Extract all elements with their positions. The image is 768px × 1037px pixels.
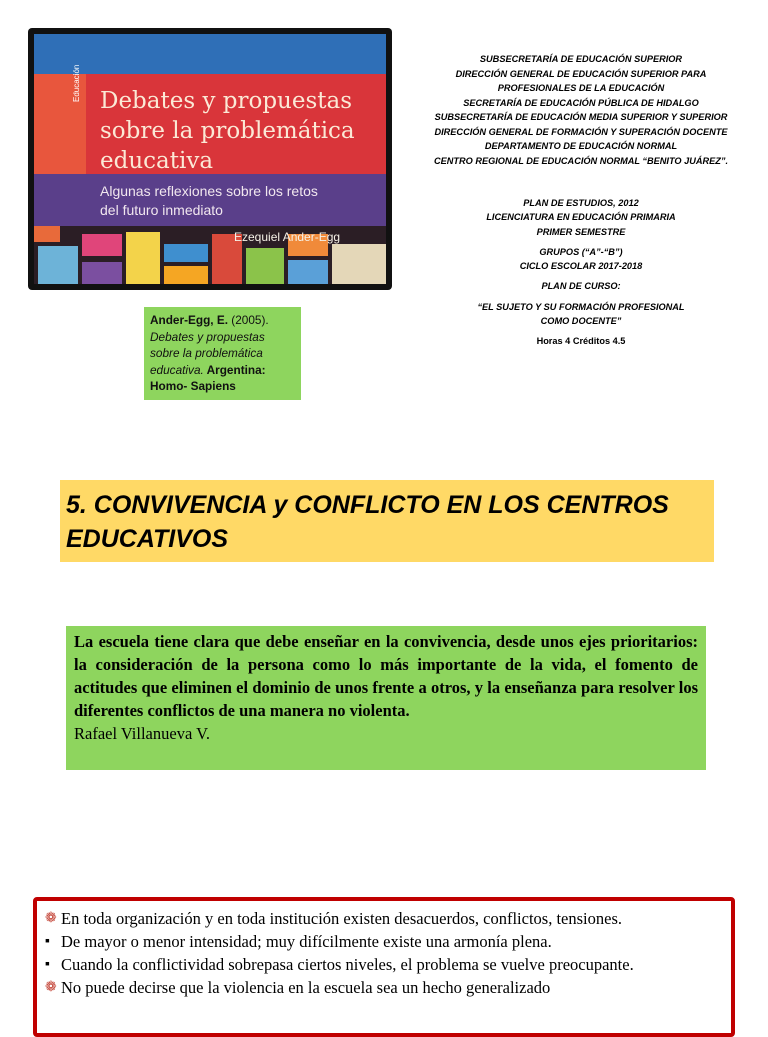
cover-spine-text: Educación <box>72 64 81 102</box>
square-bullet-icon: ▪ <box>45 957 50 972</box>
citation-author: Ander-Egg, E. <box>150 313 228 327</box>
bullet-list-box <box>33 897 735 1037</box>
flower-bullet-icon: ❁ <box>45 911 57 926</box>
header-line: SECRETARÍA DE EDUCACIÓN PÚBLICA DE HIDALGO <box>463 97 699 108</box>
citation-title: Debates y propuestas sobre la problemática educativa. <box>150 329 265 377</box>
header-line: DEPARTAMENTO DE EDUCACIÓN NORMAL <box>484 141 678 151</box>
header-line: SUBSECRETARÍA DE EDUCACIÓN SUPERIOR <box>479 54 683 64</box>
licenciatura: LICENCIATURA EN EDUCACIÓN PRIMARIA <box>486 212 676 223</box>
book-citation <box>144 307 301 400</box>
header-line: PROFESIONALES DE LA EDUCACIÓN <box>497 83 665 93</box>
list-item <box>45 907 723 930</box>
list-item <box>45 930 723 953</box>
list-item <box>45 953 723 976</box>
list-item-text: Cuando la conflictividad sobrepasa ciertos niveles, el problema se vuelve preocupante. <box>61 955 634 974</box>
cover-title <box>100 86 355 176</box>
course-name-line: “EL SUJETO Y SU FORMACIÓN PROFESIONAL <box>477 301 685 312</box>
ciclo-escolar: CICLO ESCOLAR 2017-2018 <box>519 261 643 272</box>
quote-box <box>66 626 706 770</box>
institution-header <box>418 52 744 168</box>
cover-author: Ezequiel Ander-Egg <box>234 230 341 244</box>
course-plan-info <box>418 196 744 349</box>
quote-text: La escuela tiene clara que debe enseñar en la convivencia, desde unos ejes prioritarios: la consideración de la persona como lo más importante de la vida, el fomento de actitudes que eliminen el dominio de unos frente a otros, y la enseñanza para resolver los diferentes conflictos de una manera no violenta. <box>74 632 698 720</box>
header-line: DIRECCIÓN GENERAL DE EDUCACIÓN SUPERIOR PARA <box>455 68 707 79</box>
cover-subtitle <box>100 182 318 220</box>
section-title: 5. CONVIVENCIA y CONFLICTO EN LOS CENTROS EDUCATIVOS <box>60 480 714 562</box>
grupos: GRUPOS (“A”-“B”) <box>539 246 623 257</box>
header-line: CENTRO REGIONAL DE EDUCACIÓN NORMAL “BENITO JUÁREZ”. <box>433 155 729 166</box>
cover-title-line: Debates y propuestas <box>100 88 353 114</box>
flower-bullet-icon: ❁ <box>45 980 57 995</box>
semestre: PRIMER SEMESTRE <box>536 226 626 237</box>
cover-subtitle-line: Algunas reflexiones sobre los retos <box>100 183 318 199</box>
header-line: DIRECCIÓN GENERAL DE FORMACIÓN Y SUPERACIÓN DOCENTE <box>434 126 728 137</box>
quote-author: Rafael Villanueva V. <box>74 724 211 743</box>
hours-credits: Horas 4 Créditos 4.5 <box>536 336 626 347</box>
list-item-text: De mayor o menor intensidad; muy difícilmente existe una armonía plena. <box>61 932 552 951</box>
list-item-text: En toda organización y en toda institución existen desacuerdos, conflictos, tensiones. <box>61 909 623 928</box>
plan-curso-label: PLAN DE CURSO: <box>541 281 621 292</box>
book-cover <box>28 28 392 290</box>
list-item-text: No puede decirse que la violencia en la escuela sea un hecho generalizado <box>61 978 551 997</box>
cover-subtitle-line: del futuro inmediato <box>100 202 223 218</box>
cover-title-line: educativa <box>100 148 214 174</box>
citation-year: (2005). <box>228 313 269 327</box>
book-cover-art <box>34 34 386 284</box>
citation-place: Argentina: Homo- Sapiens <box>150 362 266 393</box>
plan-estudios: PLAN DE ESTUDIOS, 2012 <box>523 198 639 208</box>
square-bullet-icon: ▪ <box>45 934 50 949</box>
course-name-line: COMO DOCENTE” <box>540 316 622 327</box>
list-item <box>45 976 723 999</box>
cover-top-band <box>34 34 386 74</box>
cover-title-line: sobre la problemática <box>100 118 355 144</box>
header-line: SUBSECRETARÍA DE EDUCACIÓN MEDIA SUPERIOR Y SUPERIOR <box>434 112 728 122</box>
